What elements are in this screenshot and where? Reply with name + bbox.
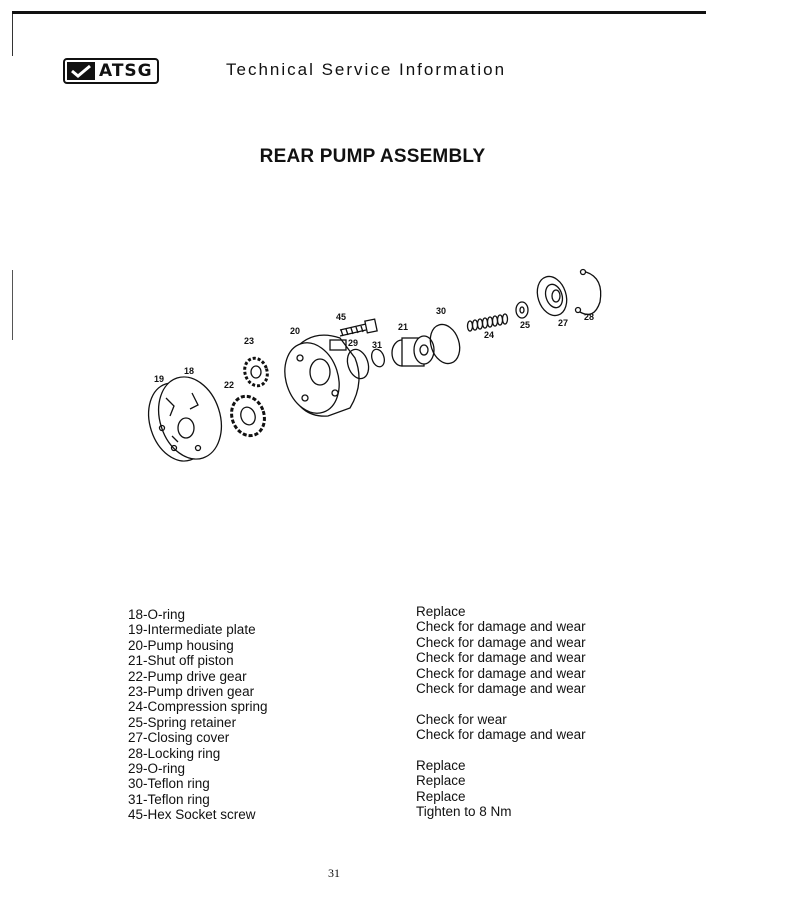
action-item: Tighten to 8 Nm	[416, 804, 512, 820]
left-margin-line	[12, 270, 13, 340]
part-item: 21-Shut off piston	[128, 653, 234, 669]
action-item: Check for damage and wear	[416, 619, 586, 635]
part-item: 45-Hex Socket screw	[128, 807, 256, 823]
header-title: Technical Service Information	[226, 60, 507, 79]
action-item: Check for damage and wear	[416, 680, 586, 696]
label-29: 29	[348, 338, 359, 348]
label-20: 20	[290, 326, 301, 336]
exploded-view-diagram	[140, 258, 630, 468]
action-item: Replace	[416, 757, 466, 773]
compression-spring-drawing	[468, 314, 508, 331]
teflon-ring-31-drawing	[370, 348, 387, 369]
label-28: 28	[584, 312, 595, 322]
page-title: REAR PUMP ASSEMBLY	[259, 146, 486, 167]
part-item: 27-Closing cover	[128, 730, 230, 746]
action-item: Replace	[416, 773, 466, 789]
parts-list	[128, 607, 268, 822]
label-18: 18	[184, 366, 195, 376]
top-rule	[12, 11, 706, 14]
label-30: 30	[436, 306, 447, 316]
checkmark-icon	[67, 62, 95, 80]
label-21: 21	[398, 322, 409, 332]
closing-cover-drawing	[533, 273, 572, 320]
part-item: 19-Intermediate plate	[128, 622, 256, 638]
logo-text: ATSG	[99, 61, 153, 81]
action-item: Check for damage and wear	[416, 727, 586, 743]
left-margin-tick	[12, 14, 13, 56]
part-item: 20-Pump housing	[128, 637, 234, 653]
pump-housing-drawing	[276, 335, 359, 420]
action-item	[416, 743, 586, 758]
label-19: 19	[154, 374, 165, 384]
action-item: Replace	[416, 788, 466, 804]
action-item: Check for damage and wear	[416, 650, 586, 666]
part-item: 18-O-ring	[128, 607, 186, 622]
label-45: 45	[336, 312, 347, 322]
part-item: 23-Pump driven gear	[128, 683, 255, 699]
label-27: 27	[558, 318, 569, 328]
service-actions-list	[416, 604, 586, 819]
label-31: 31	[372, 340, 383, 350]
label-22: 22	[224, 380, 235, 390]
label-25: 25	[520, 320, 531, 330]
part-item: 30-Teflon ring	[128, 776, 210, 792]
part-item: 24-Compression spring	[128, 699, 268, 715]
part-item: 25-Spring retainer	[128, 714, 237, 730]
action-item	[416, 696, 586, 711]
atsg-logo	[63, 58, 159, 84]
action-item: Check for damage and wear	[416, 665, 586, 681]
pump-drive-gear-drawing	[227, 392, 270, 440]
shut-off-piston-drawing	[392, 336, 434, 366]
label-24: 24	[484, 330, 495, 340]
action-item: Check for damage and wear	[416, 634, 586, 650]
label-23: 23	[244, 336, 255, 346]
pump-driven-gear-drawing	[241, 355, 271, 388]
action-item: Replace	[416, 604, 466, 619]
part-item: 29-O-ring	[128, 760, 186, 776]
part-item: 22-Pump drive gear	[128, 668, 247, 684]
part-item: 31-Teflon ring	[128, 791, 210, 807]
action-item: Check for wear	[416, 711, 507, 727]
page-number: 31	[328, 866, 340, 880]
part-item: 28-Locking ring	[128, 745, 221, 761]
locking-ring-drawing	[576, 270, 601, 315]
spring-retainer-drawing	[516, 302, 528, 318]
